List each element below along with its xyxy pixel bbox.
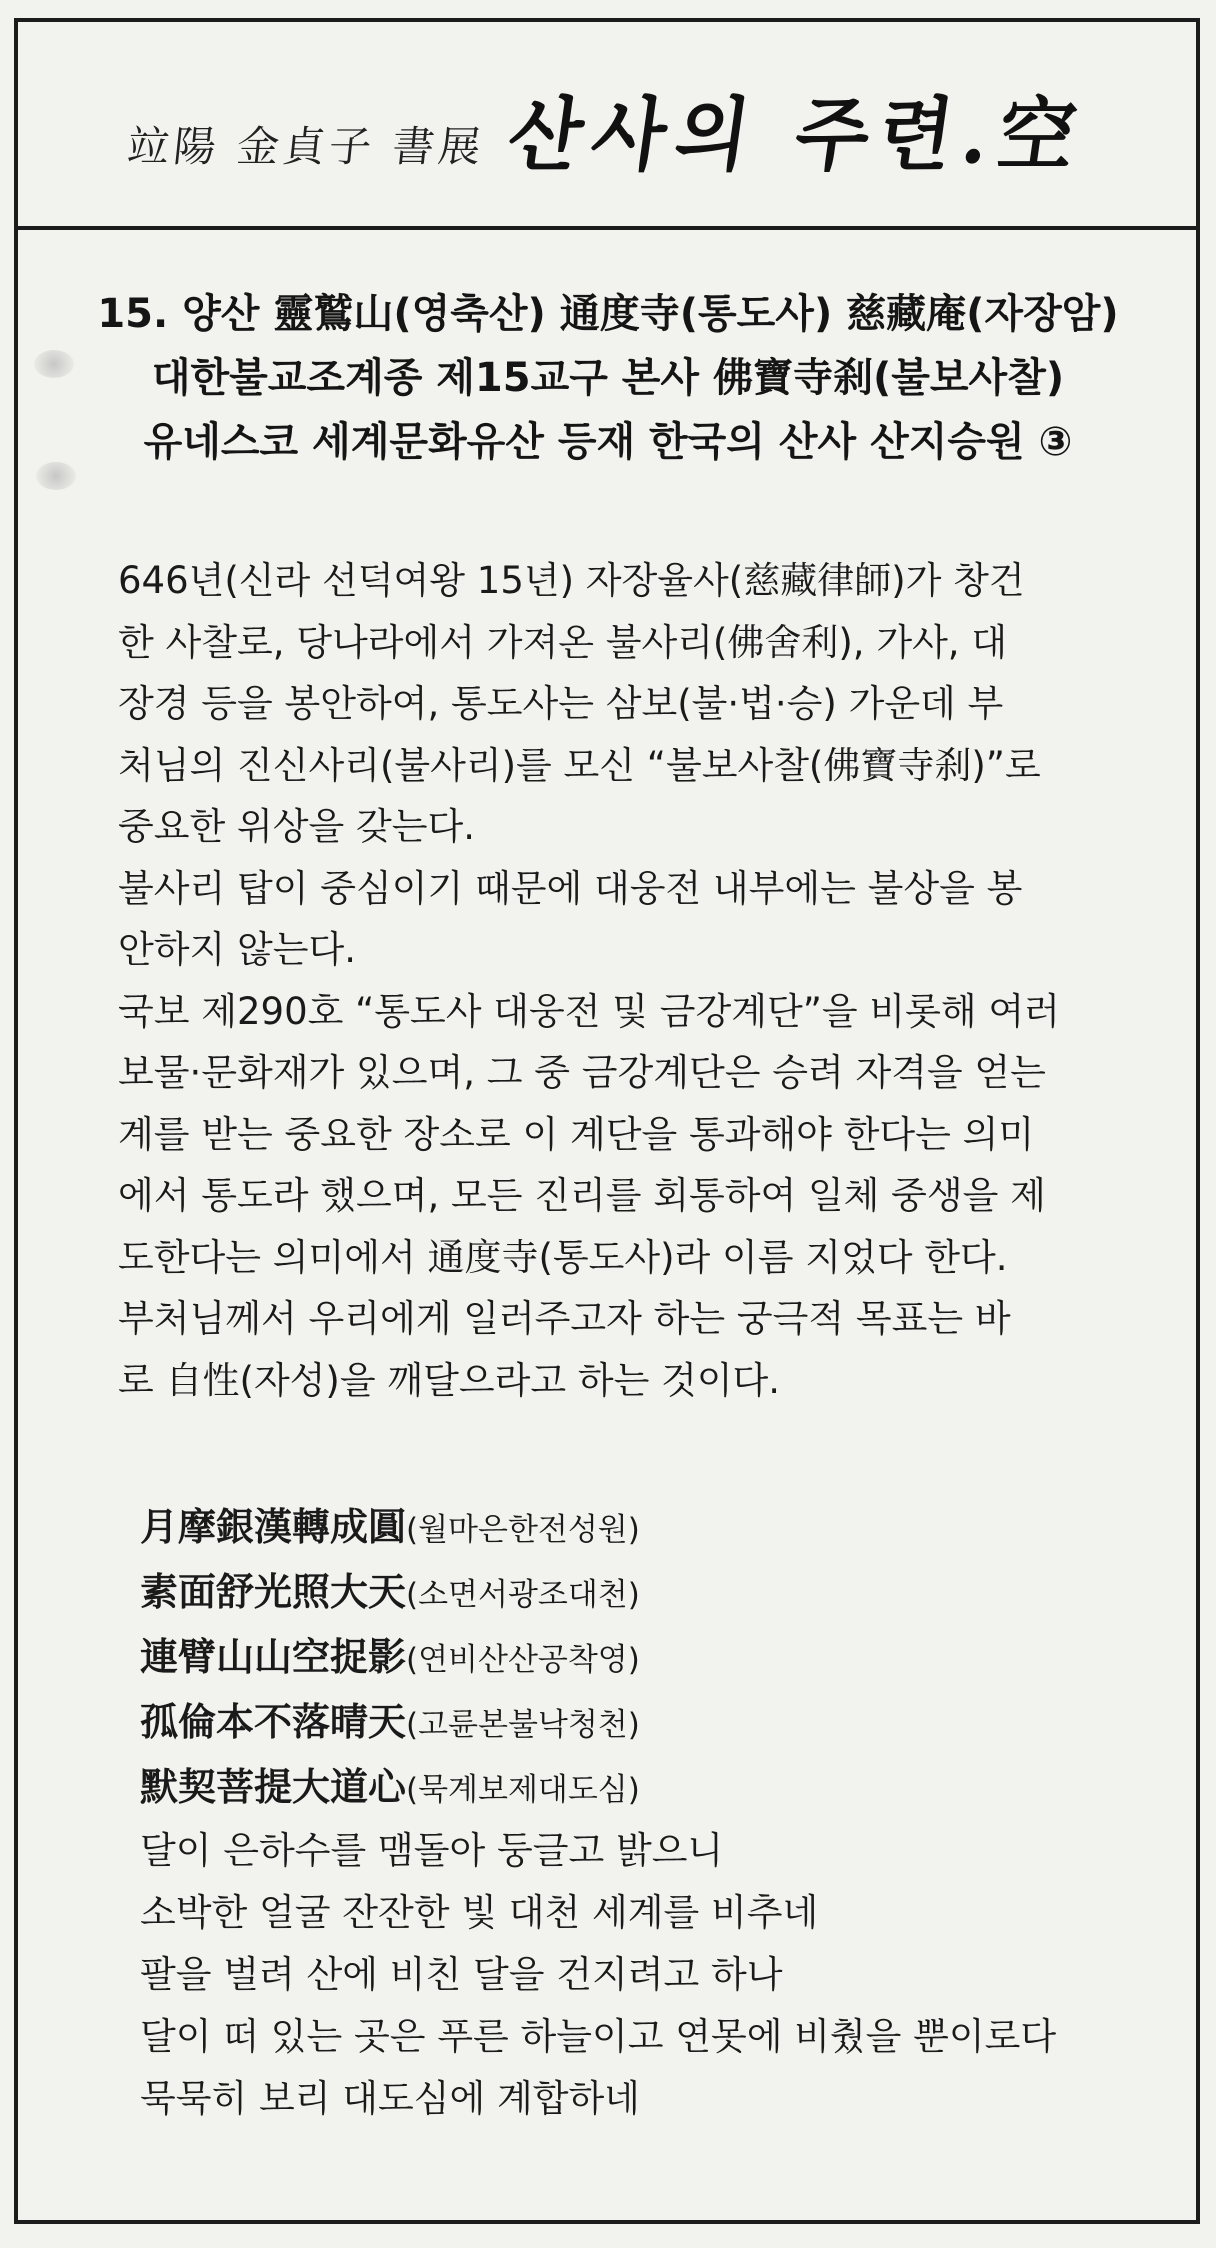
body-line: 보물·문화재가 있으며, 그 중 금강계단은 승려 자격을 얻는	[118, 1051, 1046, 1094]
body-line: 중요한 위상을 갖는다.	[118, 805, 475, 848]
body-line: 부처님께서 우리에게 일러주고자 하는 궁극적 목표는 바	[118, 1297, 1011, 1340]
poem-hanja-text: 月摩銀漢轉成圓	[140, 1505, 407, 1549]
body-line: 한 사찰로, 당나라에서 가져온 불사리(佛舍利), 가사, 대	[118, 620, 1008, 664]
article-heading	[0, 282, 1216, 474]
poem-line	[140, 1561, 640, 1626]
poem-line	[140, 1691, 640, 1756]
body-line: 안하지 않는다.	[118, 928, 356, 971]
brush-title: 산사의 주련.空	[502, 87, 1093, 182]
body-line: 장경 등을 봉안하여, 통도사는 삼보(불·법·승) 가운데 부	[118, 682, 1004, 725]
translation-line: 팔을 벌려 산에 비친 달을 건지려고 하나	[140, 1953, 783, 1996]
header-banner	[18, 22, 1196, 230]
article-body	[118, 550, 1128, 1411]
poem-hanja-text: 默契菩提大道心	[140, 1765, 407, 1809]
poem-reading: (월마은한전성원)	[406, 1512, 640, 1548]
translation-line: 소박한 얼굴 잔잔한 빛 대천 세계를 비추네	[140, 1891, 819, 1934]
poem-line	[140, 1496, 640, 1561]
body-line: 불사리 탑이 중심이기 때문에 대웅전 내부에는 불상을 봉	[118, 866, 1023, 910]
poem-reading: (고륜본불낙청천)	[406, 1707, 640, 1743]
translation-line: 묵묵히 보리 대도심에 계합하네	[140, 2077, 640, 2120]
body-line: 계를 받는 중요한 장소로 이 계단을 통과해야 한다는 의미	[118, 1112, 1035, 1156]
poem-line	[140, 1626, 640, 1691]
exhibition-seal-text: 竝陽 金貞子 書展	[124, 121, 487, 171]
poem-translation	[140, 1820, 1056, 2130]
poem-reading: (연비산산공착영)	[406, 1642, 640, 1678]
translation-line: 달이 은하수를 맴돌아 둥글고 밝으니	[140, 1829, 724, 1872]
header-calligraphy	[124, 74, 1093, 183]
heading-line: 대한불교조계종 제15교구 본사 佛寶寺刹(불보사찰)	[151, 355, 1065, 401]
body-line: 도한다는 의미에서 通度寺(통도사)라 이름 지었다 한다.	[118, 1235, 1008, 1279]
poem-reading: (소면서광조대천)	[406, 1577, 640, 1613]
body-line: 646년(신라 선덕여왕 15년) 자장율사(慈藏律師)가 창건	[118, 559, 1025, 602]
body-line: 처님의 진신사리(불사리)를 모신 “불보사찰(佛寶寺刹)”로	[118, 743, 1041, 787]
poem-reading: (묵계보제대도심)	[406, 1772, 640, 1808]
poem-hanja-text: 連臂山山空捉影	[140, 1635, 407, 1679]
poem-line	[140, 1756, 640, 1821]
translation-line: 달이 떠 있는 곳은 푸른 하늘이고 연못에 비췄을 뿐이로다	[140, 2015, 1057, 2058]
body-line: 에서 통도라 했으며, 모든 진리를 회통하여 일체 중생을 제	[118, 1174, 1046, 1217]
heading-line: 15. 양산 靈鷲山(영축산) 通度寺(통도사) 慈藏庵(자장암)	[97, 291, 1119, 337]
poem-hanja-text: 孤倫本不落晴天	[140, 1700, 407, 1744]
poem-hanja-text: 素面舒光照大天	[140, 1570, 407, 1614]
poem-hanja	[140, 1496, 640, 1821]
body-line: 로 自性(자성)을 깨달으라고 하는 것이다.	[118, 1358, 781, 1402]
body-line: 국보 제290호 “통도사 대웅전 및 금강계단”을 비롯해 여러	[118, 989, 1060, 1033]
heading-line: 유네스코 세계문화유산 등재 한국의 산사 산지승원 ③	[143, 419, 1073, 465]
